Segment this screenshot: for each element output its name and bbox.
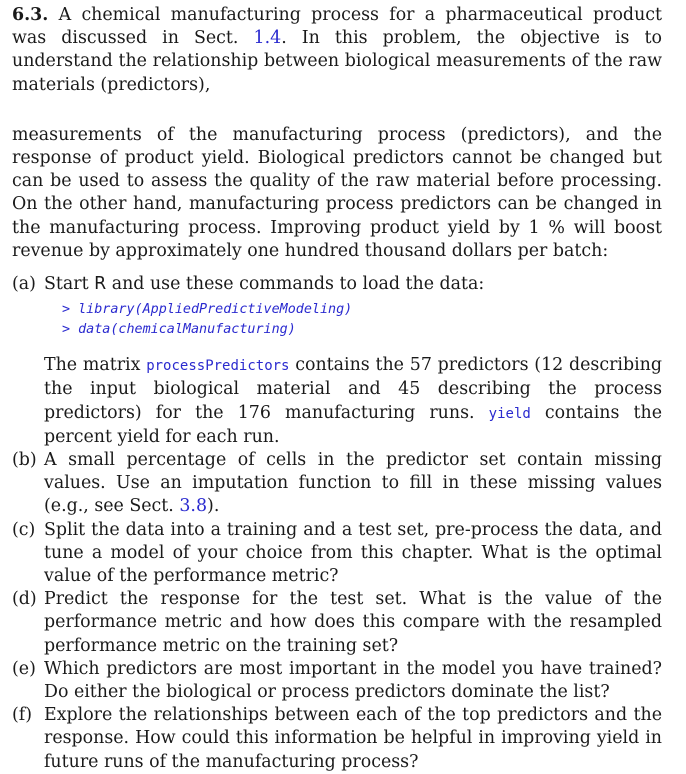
subquestion-d-text: Predict the response for the test set. What is the value of the performance metric and how does this compare with the resampled performance metric on the training set?	[44, 589, 662, 656]
subquestion-a	[12, 273, 662, 449]
subquestion-b-text	[44, 449, 662, 519]
subquestion-f-marker: (f)	[12, 705, 33, 726]
section-link-1-4[interactable]: 1.4	[253, 28, 282, 49]
code-line-2	[62, 320, 662, 340]
desc-text-2: contains the 57 predictors (12 describing the input biological material and 45 describing the process predictors) for the 176 manufacturing runs.	[44, 355, 662, 423]
subquestion-b-text-1: A small percentage of cells in the predictor set contain missing values. Use an imputation function to fill in these missing values (e.g., see Sect.	[44, 450, 662, 517]
desc-text-3: contains the percent yield for each run.	[44, 402, 662, 447]
desc-text-1: The matrix	[44, 355, 147, 376]
subquestion-e-text: Which predictors are most important in the model you have trained? Do either the biological or process predictors dominate the list?	[44, 658, 662, 703]
subquestion-c-text: Split the data into a training and a test set, pre-process the data, and tune a model of your choice from this chapter. What is the optimal value of the performance metric?	[44, 519, 662, 587]
code-data-call: data(chemicalManufacturing)	[78, 322, 296, 338]
exercise-page	[12, 4, 662, 774]
section-link-3-8[interactable]: 3.8	[179, 496, 208, 517]
subquestion-d	[12, 588, 662, 658]
subquestion-f-text: Explore the relationships between each of the top predictors and the response. How could this information be helpful in improving yield in future runs of the manufacturing process?	[44, 705, 662, 772]
subquestion-a-text-2: and use these commands to load the data:	[106, 274, 485, 295]
code-line-1	[62, 300, 662, 320]
subquestion-b	[12, 449, 662, 519]
subquestion-e-marker: (e)	[12, 658, 36, 679]
subquestion-a-description	[44, 354, 662, 449]
code-yield: yield	[488, 405, 531, 422]
subquestion-b-text-2: ).	[207, 496, 220, 517]
subquestion-a-text-1: Start	[44, 274, 95, 295]
exercise-intro-part1	[12, 4, 662, 97]
subquestion-e	[12, 658, 662, 704]
r-software-name: R	[94, 274, 107, 295]
subquestion-c-marker: (c)	[12, 519, 36, 540]
r-code-block	[62, 300, 662, 340]
code-prompt-1: >	[62, 302, 71, 318]
subquestion-a-marker: (a)	[12, 274, 36, 295]
exercise-number: 6.3.	[12, 5, 49, 25]
subquestion-b-marker: (b)	[12, 450, 37, 471]
subquestion-c	[12, 519, 662, 589]
subquestion-d-marker: (d)	[12, 589, 37, 610]
intro-text-2: . In this problem, the objective is to understand the relationship between biological measurements of the raw materials (predictors),	[12, 28, 662, 95]
subquestion-list	[12, 273, 662, 774]
code-prompt-2: >	[62, 322, 71, 338]
code-process-predictors: processPredictors	[146, 358, 290, 375]
subquestion-f	[12, 704, 662, 774]
intro-text-1: A chemical manufacturing process for a pharmaceutical product was discussed in Sect.	[12, 5, 662, 49]
subquestion-a-text	[44, 273, 662, 296]
code-library-call: library(AppliedPredictiveModeling)	[78, 302, 353, 318]
exercise-intro-part2: measurements of the manufacturing process (predictors), and the response of product yield. Biological predictors cannot be changed but can be used to assess the quality of the raw material before processing. On the other hand, manufacturing process predictors can be changed in the manufacturing process. Improving product yield by 1 % will boost revenue by approximately one hundred thousand dollars per batch:	[12, 124, 662, 261]
